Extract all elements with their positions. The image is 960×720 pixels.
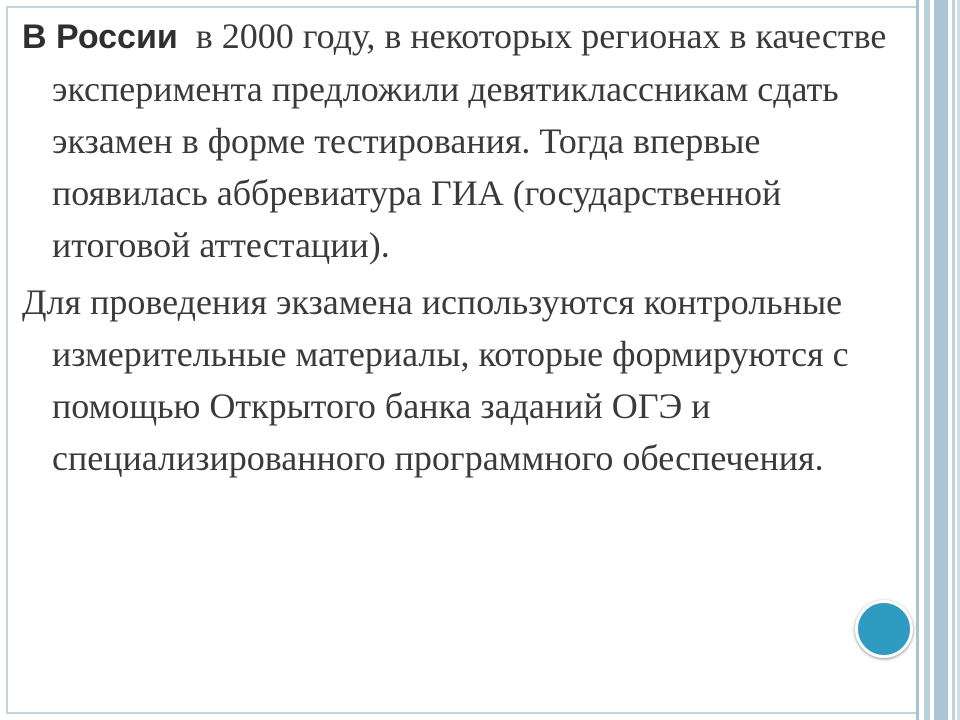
paragraph-body: в 2000 году, в некоторых регионах в качестве эксперимента предложили девятиклассникам сдать экзамен в форме тестирования. Тогда впервые появилась аббревиатура ГИА (государственной итоговой аттестации).: [52, 16, 887, 265]
stripe: [952, 0, 955, 720]
paragraph-lead: В России: [22, 18, 178, 56]
slide-content: [22, 10, 907, 484]
paragraph-history: [22, 10, 907, 271]
decorative-circle-icon: [855, 600, 913, 658]
paragraph-body: Для проведения экзамена используются контрольные измерительные материалы, которые формируются с помощью Открытого банка заданий ОГЭ и специализированного программного обеспечения.: [22, 282, 849, 478]
decorative-side-stripes: [916, 0, 960, 720]
stripe: [924, 0, 930, 720]
stripe: [934, 0, 948, 720]
stripe: [916, 0, 919, 720]
paragraph-materials: [22, 276, 907, 484]
